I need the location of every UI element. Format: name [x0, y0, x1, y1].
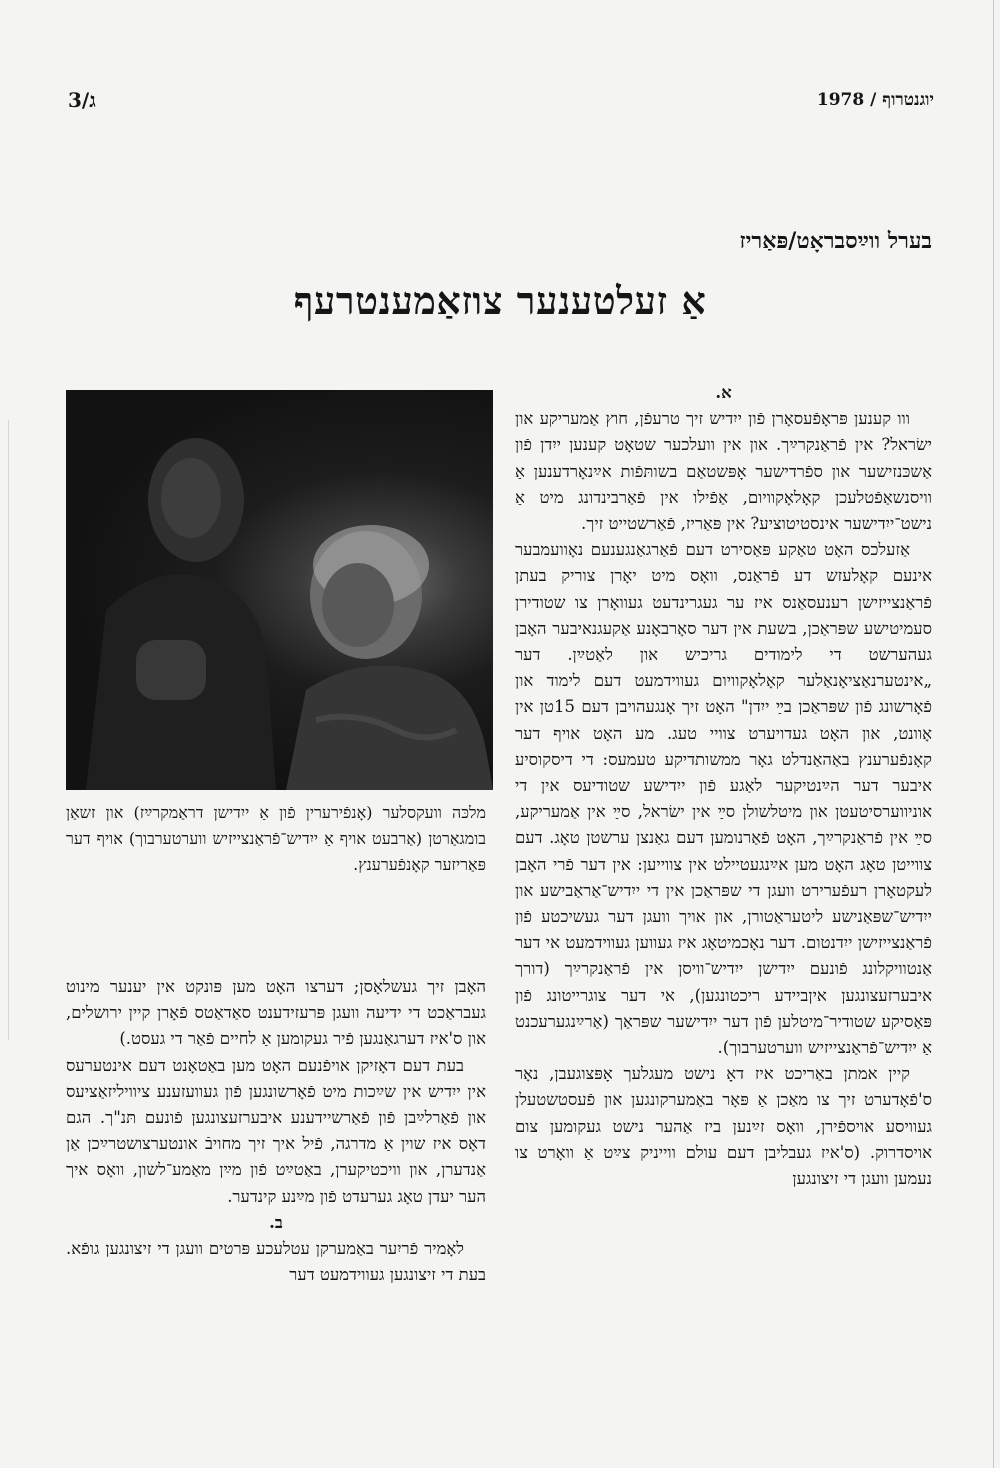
paragraph: לאָמיר פֿריִער באַמערקן עטלעכע פּרטים וועגן די זיצונגען גופֿא. בעת די זיצונגען געווידמעט דער — [66, 1239, 486, 1285]
paragraph: בעת דעם דאָזיקן אויפֿנעם האָט מען באַטאָנט דעם אינטערעס אין ייִדיש אין שײַכות מיט פֿאָרשונגען פֿון געוועזענע ציוויליזאַציעס און פֿאַרלײַבן פֿון פֿאַרשיידענע איבערזעצונגען פֿונעם תּנ"ך. הגם דאָס איז שוין אַ מדרגה, פֿיל איך זיך מחויבֿ אונטערצושטרײַכן אַן אַנדערן, און וויכטיקערן, באַטײַט פֿון מײַן מאַמע־לשון, וואָס איך הער יעדן טאָג גערעדט פֿון מײַנע קינדער. — [66, 1055, 486, 1206]
photo-caption: מלכּה וועקסלער (אָנפֿירערין פֿון אַ ייִדישן דראַמקרײַז) און זשאַן בומגאַרטן (אַרבעט אויף אַ ייִדיש־פֿראַנצייזיש ווערטערבוך) אויף דער פּאַריזער קאָנפֿערענץ. — [66, 803, 486, 874]
section-heading: ב. — [269, 1212, 283, 1232]
page-folio: ג/3 — [68, 88, 96, 112]
article-title: אַ זעלטענער צוזאַמענטרעף — [293, 278, 707, 323]
article-author: בערל ווײַסבראָט/פּאַריז — [739, 228, 932, 254]
article-photo — [66, 390, 493, 790]
article-column-left — [66, 974, 486, 1288]
page-edge-line — [8, 420, 9, 1040]
paragraph: אַזעלכס האָט טאַקע פּאַסירט דעם פֿאַרגאַנגענעם נאָוועמבער אינעם קאָלעזש דע פֿראַנס, וואָס מיט יאָרן צוריק בעתן פֿראַנצייזישן רענעסאַנס איז ער געגרינדעט געוואָרן צו שטודירן סעמיטישע שפּראַכן, בשעת אין דער סאָרבאָנע אַקעגנאיבער האָבן געהערשט די לימודים גריכיש און לאַטײַן. דער „אינטערנאַציאָנאַלער קאָלאָקוויום געווידמעט דעם לימוד און פֿאָרשונג פֿון שפּראַכן בײַ ייִדן" האָט זיך אָנגעהויבן דעם 15טן אין אָוונט, און האָט געדויערט צוויי טעג. מע האָט אויף דער קאָנפֿערענץ באַהאַנדלט גאָר ממשותדיקע טעמעס: די דיסקוסיע איבער דער הײַנטיקער לאַגע פֿון ייִדישע שטודיעס אין די אוניווערסיטעטן און מיטלשולן סײַ אין ישׂראל, סײַ אין אַמעריקע, סײַ אין פֿראַנקרײַך, האָט פֿאַרנומען דעם גאַנצן ערשטן טאָג. דעם צווייטן טאָג האָט מען אײַנגעטיילט אין צווייען: אין דער פֿרי האָבן לעקטאָרן רעפֿערירט וועגן די שפּראַכן אין די ייִדיש־אַראַבישע און ייִדיש־שפּאַנישע ליטעראַטורן, און אויך וועגן דער געשיכטע פֿון פֿראַנצייזישן ייִדנטום. דער נאָכמיטאָג איז געווען געווידמעט אי דער אַנטוויקלונג פֿונעם ייִדישן ייִדיש־וויסן אין פֿראַנקרײַך (דורך איבערזעצונגען איןביידע ריכטונגען), אי דער צוגרייטונג פֿון פּאַסיקע שטודיר־מיטלען פֿון דער ייִדישער שפּראַך (אַרײַנגערעכנט אַ ייִדיש־פֿראַנצייזיש ווערטערבוך). — [515, 540, 932, 1058]
page-edge-line — [993, 0, 994, 1468]
article-column-right — [515, 380, 932, 1192]
photo-figures-illustration — [66, 390, 493, 790]
running-header: יוגנטרוף / 1978 — [816, 90, 934, 110]
paragraph: ווו קענען פּראָפֿעסאָרן פֿון ייִדיש זיך טרעפֿן, חוץ אַמעריקע און ישׂראל? אין פֿראַנקרײַך. און אין וועלכער שטאָט קענען ייִדן פֿון אַשכּנזישער און ספֿרדישער אָפּשטאַם בשותּפֿות אײַנאָרדענען אַ וויסנשאַפֿטלעכן קאָלאָקוויום, אַפֿילו אין פֿאַרבינדונג מיט אַ נישט־ייִדישער אינסטיטוציע? אין פּאַריז, פֿאַרשטייט זיך. — [515, 409, 932, 534]
paragraph: קיין אמתן באַריכט איז דאָ נישט מעגלעך אָפּצוגעבן, נאָר ס'פֿאָדערט זיך צו מאַכן אַ פּאָר באַמערקונגען און פֿעסטשטעלן געוויסע אויספֿירן, וואָס זײַנען ביז אַהער נישט געקומען צום אויסדרוק. (ס'איז געבליבן דעם עולם ווייניק צײַט אַ וואָרט צו נעמען וועגן די זיצונגען — [515, 1064, 932, 1189]
paragraph: האָבן זיך געשלאָסן; דערצו האָט מען פּונקט אין יענער מינוט געבראַכט די ידיעה וועגן פּרעזידענט סאַדאַטס פֿאָרן קיין ירושלים, און ס'איז דערגאַנגען פֿיר געקומען אַ לחיים פֿאַר די געסט.) — [66, 977, 486, 1049]
section-heading: א. — [715, 383, 732, 402]
